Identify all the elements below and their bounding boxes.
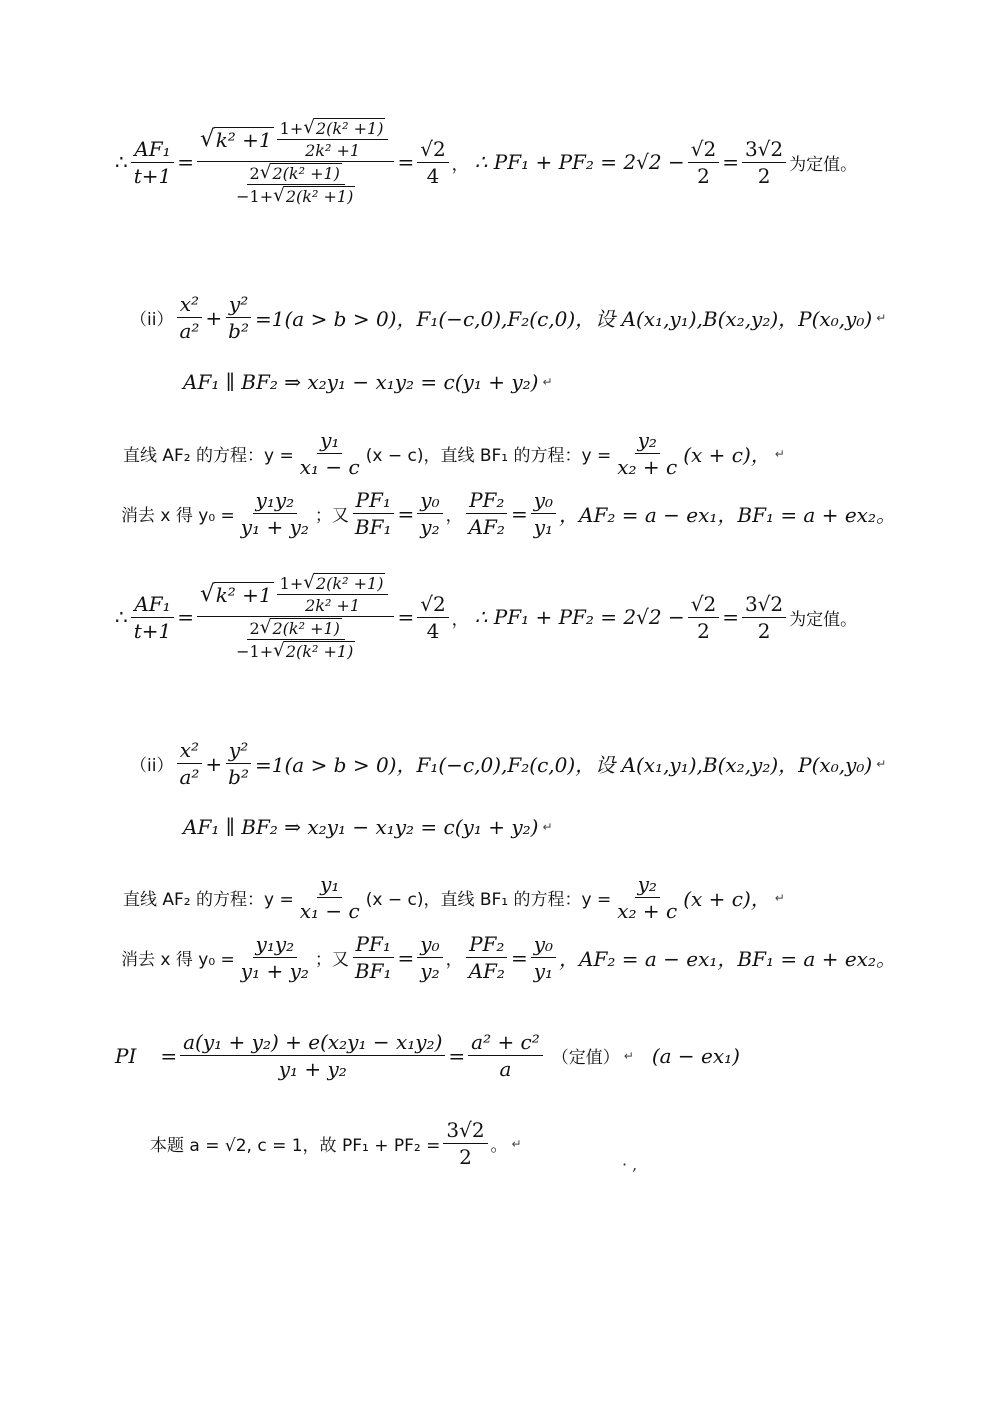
pi-expression: PI = $\frac{\text{a(y₁ + y₂) + e(x₂y₁ − x₁y₂)}}{\text{y₁ + y₂}}$ = $\frac{\text{a² + c²}}{a}$ （定值） ↵ (a − ex₁)	[115, 1030, 740, 1081]
result-fraction: $\frac{√2}{4}$	[417, 137, 448, 188]
constant-label: 为定值。	[789, 154, 858, 175]
return-mark: ↵	[876, 310, 887, 325]
inner-fraction: 1+ √ 2(k² +1) 2k² +1	[277, 118, 389, 160]
equation-block-1-second: ∴ $\frac{\text{AF₁}}{t+1}$ = √ k² +1 1+ √ 2(k² +1) 2k² +1 2 √ 2(k² +1) −1+ √ 2(k² +1) = $\frac{√2}{4}$ ， ∴ PF₁ + PF₂ = 2√2 − $\frac{√2}{2}$ = $\frac{3√2}{2}$ 为定值。	[115, 571, 858, 661]
eliminate-x-2: 消去 x 得 y₀ = $\frac{\text{y₁y₂}}{\text{y₁ + y₂}}$ ；又 $\frac{\text{PF₁}}{\text{BF₁}}$ = $\frac{\text{y₀}}{\text{y₂}}$ ， $\frac{\text{PF₂}}{\text{AF₂}}$ = $\frac{\text{y₀}}{\text{y₁}}$ ，AF₂ = a − ex₁，BF₁ = a + ex₂。	[121, 932, 896, 983]
ellipse-setup-1: （ii） $\frac{\text{x²}}{\text{a²}}$ + $\frac{\text{y²}}{\text{b²}}$ =1(a > b > 0)，F₁(−c,0),F₂(c,0)，设 A(x₁,y₁),B(x₂,y₂)，P(x₀,y₀) ↵	[130, 292, 887, 343]
equals-sign: =	[177, 150, 195, 174]
sqrt-k: √ k² +1	[200, 125, 272, 152]
sum-expression: ∴ PF₁ + PF₂ = 2√2 −	[474, 150, 685, 174]
lhs-denominator: t+1	[133, 163, 172, 188]
parallel-condition-1: AF₁ ∥ BF₂ ⇒ x₂y₁ − x₁y₂ = c(y₁ + y₂) ↵	[183, 370, 553, 394]
therefore-symbol: ∴	[115, 150, 128, 174]
lhs-numerator: AF₁	[131, 137, 173, 163]
line-equations-1: 直线 AF₂ 的方程：y = $\frac{\text{y₁}}{\text{x₁ − c}}$ (x − c)，直线 BF₁ 的方程：y = $\frac{\text{y₂}}{\text{x₂ + c}}$ (x + c)， ↵	[123, 428, 785, 479]
parallel-condition-2: AF₁ ∥ BF₂ ⇒ x₂y₁ − x₁y₂ = c(y₁ + y₂) ↵	[183, 815, 553, 839]
final-result: 本题 a = √2, c = 1，故 PF₁ + PF₂ = $\frac{3√2}{2}$ 。 ↵	[150, 1118, 522, 1169]
stray-marks: · ,	[622, 1155, 638, 1174]
eliminate-x-1: 消去 x 得 y₀ = $\frac{\text{y₁y₂}}{\text{y₁ + y₂}}$ ；又 $\frac{\text{PF₁}}{\text{BF₁}}$ = $\frac{\text{y₀}}{\text{y₂}}$ ， $\frac{\text{PF₂}}{\text{AF₂}}$ = $\frac{\text{y₀}}{\text{y₁}}$ ，AF₂ = a − ex₁，BF₁ = a + ex₂。	[121, 488, 896, 539]
denominator-fraction: 2 √ 2(k² +1) −1+ √ 2(k² +1)	[236, 161, 354, 206]
lhs-fraction	[131, 137, 175, 188]
complex-fraction	[197, 118, 394, 206]
ellipse-setup-2: （ii） $\frac{\text{x²}}{\text{a²}}$ + $\frac{\text{y²}}{\text{b²}}$ =1(a > b > 0)，F₁(−c,0),F₂(c,0)，设 A(x₁,y₁),B(x₂,y₂)，P(x₀,y₀) ↵	[130, 738, 887, 789]
equation-block-1-top: ∴ $\frac{\text{AF₁}}{t+1}$ = √ k² +1 1+ √ 2(k² +1) 2k² +1 2 √ 2(k² +1) −1+ √ 2(k² +1) = $\frac{√2}{4}$ ， ∴ PF₁ + PF₂ = 2√2 − $\frac{√2}{2}$ = $\frac{3√2}{2}$ 为定值。	[115, 116, 858, 206]
line-equations-2: 直线 AF₂ 的方程：y = $\frac{\text{y₁}}{\text{x₁ − c}}$ (x − c)，直线 BF₁ 的方程：y = $\frac{\text{y₂}}{\text{x₂ + c}}$ (x + c)， ↵	[123, 872, 785, 923]
